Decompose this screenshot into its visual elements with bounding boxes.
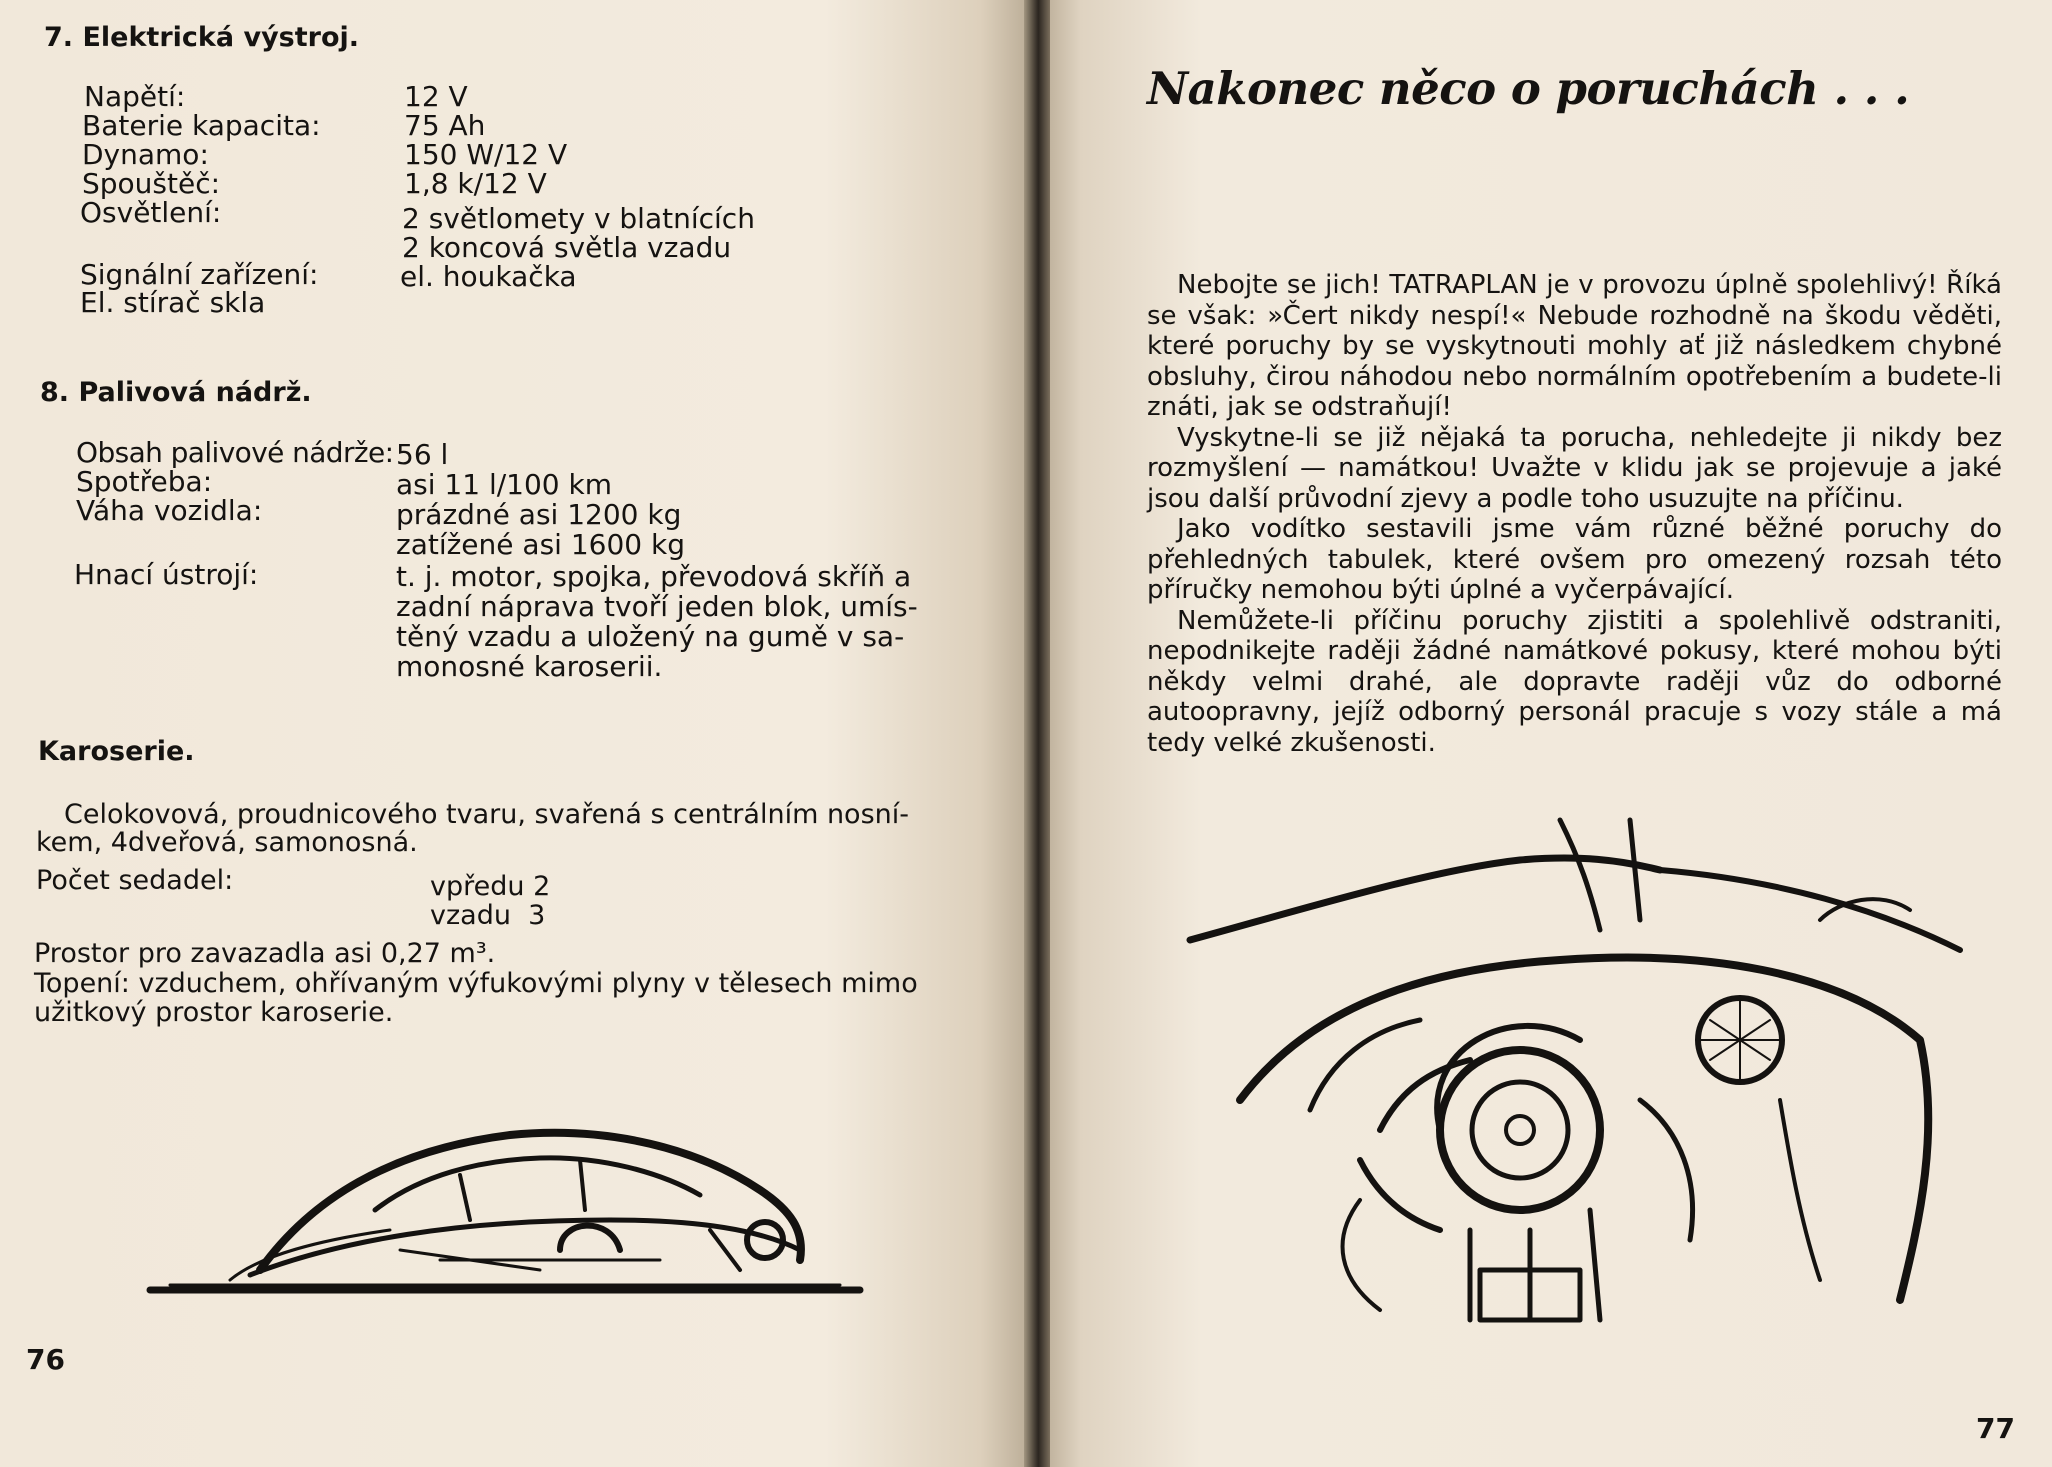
karoserie-line-1: Celokovová, proudnicového tvaru, svařená s centrálním nosní- [64,799,910,830]
section-8-heading: 8. Palivová nádrž. [40,377,312,408]
spec-value-drivetrain-3: těný vzadu a uložený na gumě v sa- [396,620,905,653]
paragraph-1: Nebojte se jich! TATRAPLAN je v provozu úplně spolehlivý! Říká se však: »Čert nikdy nespí!« Nebude rozhodně na škodu věděti, které poruchy by se vyskytnouti mohly ať již následkem chybné obsluhy, čirou náhodou nebo normálním opotřebením a budete-li znáti, jak se odstraňují! [1147,270,2002,422]
karoserie-line-2: kem, 4dveřová, samonosná. [36,827,418,858]
seats-label: Počet sedadel: [36,865,234,896]
heating-line-1: Topení: vzduchem, ohřívaným výfukovými plyny v tělesech mimo [34,968,918,999]
spec-label-consumption: Spotřeba: [76,465,213,498]
spec-label-weight: Váha vozidla: [76,494,263,527]
spec-label-drivetrain: Hnací ústrojí: [74,558,259,591]
spec-value-lighting-1: 2 světlomety v blatnících [402,202,755,235]
spec-label-lighting: Osvětlení: [80,196,222,229]
paragraph-2: Vyskytne-li se již nějaká ta porucha, nehledejte ji nikdy bez rozmyšlení — namátkou! Uvažte v klidu jak se projevuje a jaké jsou další průvodní zjevy a podle toho usuzujte na příčinu. [1147,422,2002,514]
luggage-space: Prostor pro zavazadla asi 0,27 m³. [34,938,496,969]
spec-value-drivetrain-2: zadní náprava tvoří jeden blok, umís- [396,590,918,623]
spec-label-signal: Signální zařízení: [80,258,319,291]
page-title: Nakonec něco o poruchách . . . [1147,62,1910,115]
book-gutter [1024,0,1050,1467]
page-number-left: 76 [26,1343,65,1376]
spec-value-voltage: 12 V [404,80,468,113]
spec-label-starter: Spouštěč: [82,167,221,200]
spec-label-battery: Baterie kapacita: [82,109,321,142]
spec-value-signal: el. houkačka [400,260,577,293]
spec-label-voltage: Napětí: [84,80,186,113]
seats-front: vpředu 2 [430,871,551,902]
spec-value-lighting-2: 2 koncová světla vzadu [402,231,732,264]
paragraph-3: Jako vodítko sestavili jsme vám různé běžné poruchy do přehledných tabulek, které ovšem pro omezený rozsah této příručky nemohou býti úplné a vyčerpávající. [1147,514,2002,605]
spec-value-drivetrain-4: monosné karoserii. [396,650,663,683]
spec-value-drivetrain-1: t. j. motor, spojka, převodová skříň a [396,560,912,593]
spec-label-tank: Obsah palivové nádrže: [76,436,394,469]
heating-line-2: užitkový prostor karoserie. [34,997,394,1028]
engine-repair-illustration [1180,800,2000,1340]
spec-value-starter: 1,8 k/12 V [404,167,547,200]
section-7-heading: 7. Elektrická výstroj. [44,22,360,53]
page-number-right: 77 [1976,1412,2015,1445]
spec-value-consumption: asi 11 l/100 km [396,468,613,501]
spec-value-battery: 75 Ah [404,109,486,142]
spec-value-dynamo: 150 W/12 V [404,138,568,171]
right-page-text [1147,270,2002,758]
car-illustration [140,1080,880,1310]
karoserie-heading: Karoserie. [38,736,195,767]
spec-value-weight-1: prázdné asi 1200 kg [396,498,682,531]
spec-label-wiper: El. stírač skla [80,286,266,319]
paragraph-4: Nemůžete-li příčinu poruchy zjistiti a spolehlivě odstraniti, nepodnikejte raději žádné namátkové pokusy, které mohou býti někdy velmi drahé, ale dopravte raději vůz do odborné autoopravny, jejíž odborný personál pracuje s vozy stále a má tedy velké zkušenosti. [1147,605,2002,758]
spec-value-weight-2: zatížené asi 1600 kg [396,528,685,561]
spec-label-dynamo: Dynamo: [82,138,209,171]
seats-rear: vzadu 3 [430,900,546,931]
spec-value-tank: 56 l [396,438,449,471]
